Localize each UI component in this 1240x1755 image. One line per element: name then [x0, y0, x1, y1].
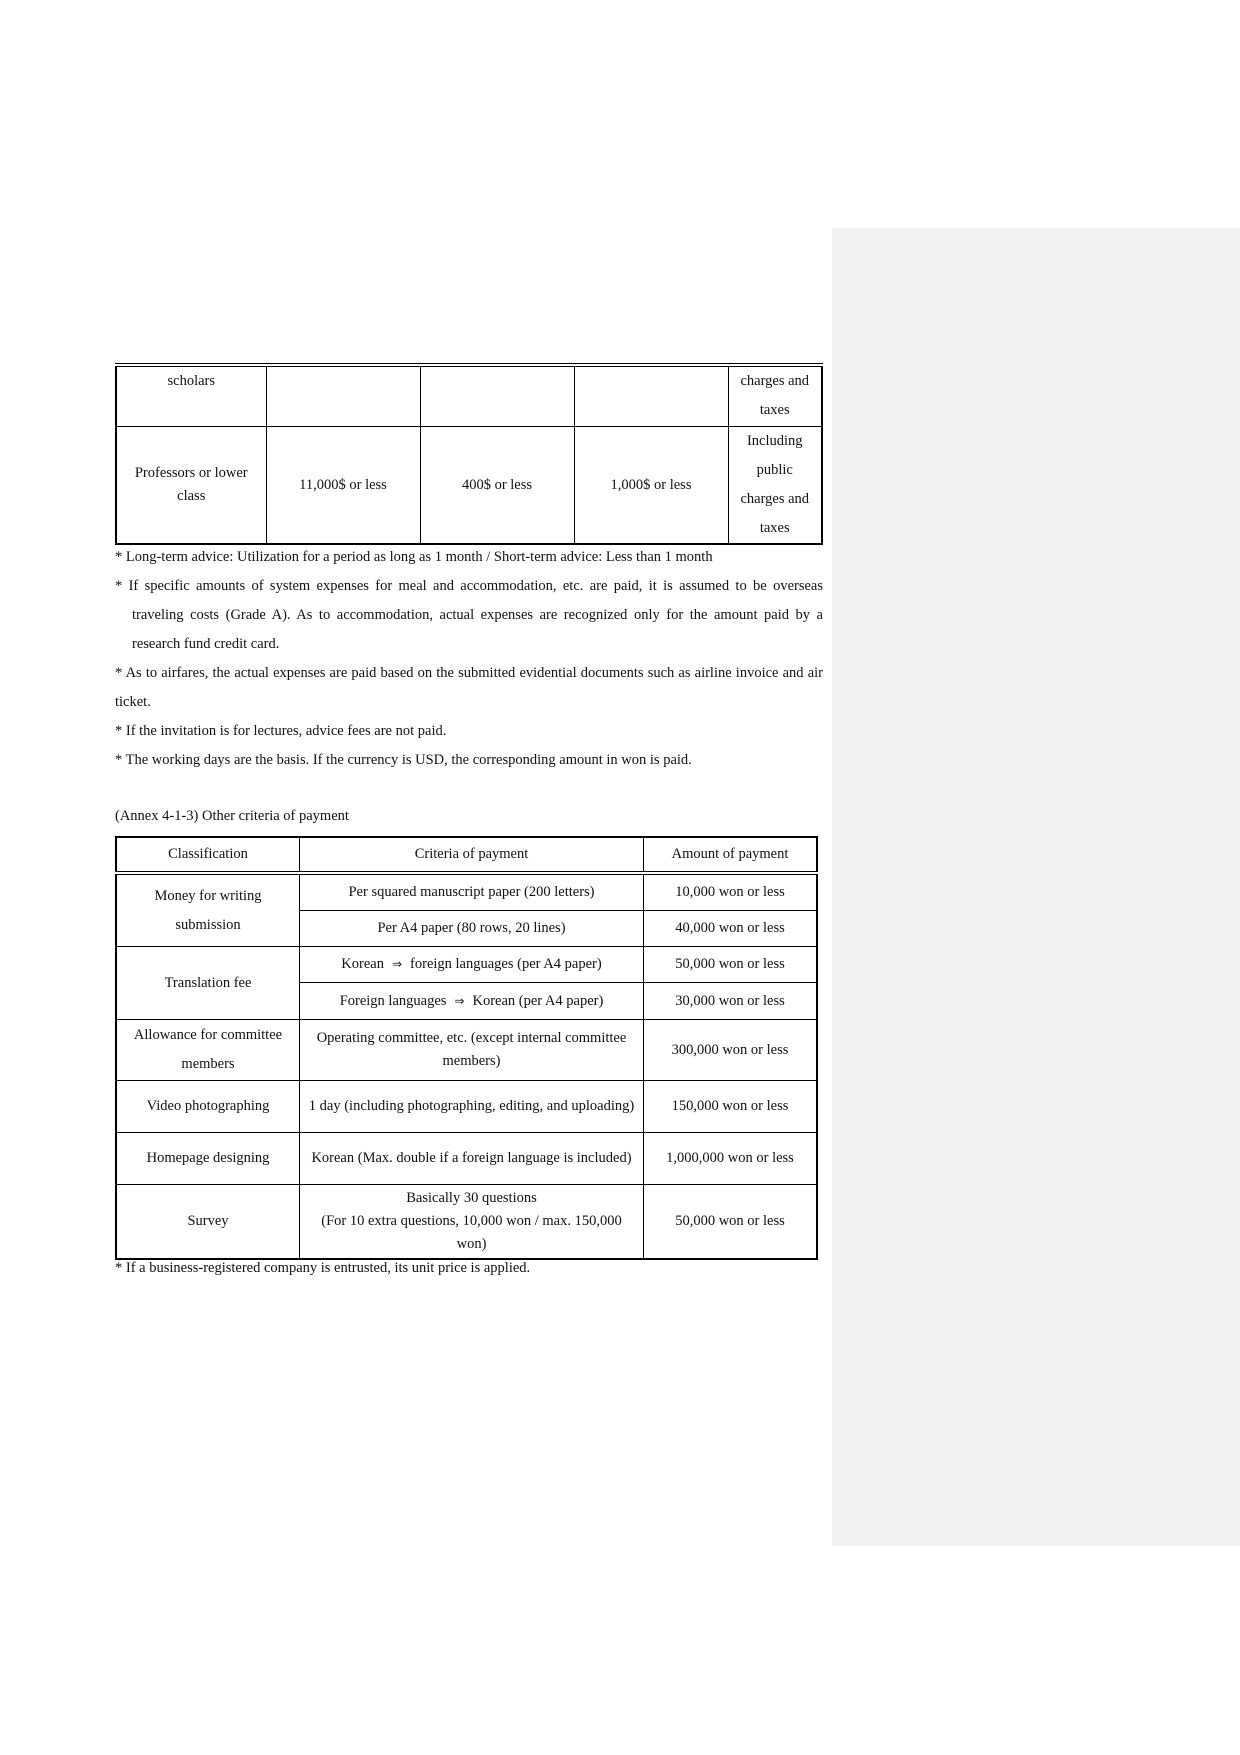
cell-line: charges and [740, 491, 810, 507]
table-cell-note [728, 427, 822, 545]
amount-cell: 150,000 won or less [643, 1081, 817, 1133]
cell-line: Including [746, 433, 803, 449]
header-criteria: Criteria of payment [300, 837, 644, 873]
table-row [116, 1020, 817, 1081]
table-cell-class [116, 427, 266, 545]
header-amount: Amount of payment [643, 837, 817, 873]
criteria-cell [300, 947, 644, 983]
cell-line: taxes [759, 520, 790, 536]
table-row [116, 947, 817, 983]
cell-line: Basically 30 questions [406, 1190, 537, 1206]
cell-line: (For 10 extra questions, 10,000 won / max. 150,000 won) [321, 1213, 622, 1252]
table-cell [266, 365, 420, 427]
classification-cell: Translation fee [116, 947, 300, 1020]
table-row [116, 1081, 817, 1133]
cell-line: charges and [740, 373, 810, 389]
cell-line: Professors or lower [134, 465, 248, 481]
classification-cell: Video photographing [116, 1081, 300, 1133]
classification-cell: Money for writing submission [116, 873, 300, 947]
table-cell-lecture: 1,000$ or less [574, 427, 728, 545]
header-classification: Classification [116, 837, 300, 873]
table-row [116, 1185, 817, 1260]
other-criteria-table [115, 836, 818, 1260]
notes-list [115, 543, 823, 775]
criteria-cell: Per A4 paper (80 rows, 20 lines) [300, 911, 644, 947]
table-cell-long-term: 11,000$ or less [266, 427, 420, 545]
arrow-right-icon: ⇒ [391, 957, 403, 971]
amount-cell: 300,000 won or less [643, 1020, 817, 1081]
amount-cell: 40,000 won or less [643, 911, 817, 947]
table-row [116, 1133, 817, 1185]
arrow-right-icon: ⇒ [454, 993, 465, 1008]
translation-to: foreign languages (per A4 paper) [410, 956, 602, 972]
amount-cell: 50,000 won or less [643, 947, 817, 983]
amount-cell: 1,000,000 won or less [643, 1133, 817, 1185]
table-row [116, 873, 817, 911]
annex-title: (Annex 4-1-3) Other criteria of payment [115, 808, 349, 824]
note: * Long-term advice: Utilization for a period as long as 1 month / Short-term advice: Less than 1 month [115, 549, 713, 565]
advice-fee-table-continued [115, 363, 823, 545]
note: * If the invitation is for lectures, advice fees are not paid. [115, 723, 447, 739]
table-cell [574, 365, 728, 427]
amount-cell: 30,000 won or less [643, 983, 817, 1020]
criteria-cell [300, 1185, 644, 1260]
criteria-cell: Operating committee, etc. (except internal committee members) [300, 1020, 644, 1081]
table-cell-short-term: 400$ or less [420, 427, 574, 545]
criteria-cell [300, 983, 644, 1020]
classification-cell: Allowance for committee members [116, 1020, 300, 1081]
cell-line: class [177, 488, 206, 504]
translation-from: Korean [341, 956, 384, 972]
cell-line: public [756, 462, 793, 478]
table-row [116, 427, 822, 545]
comment-pane [832, 228, 1240, 1546]
table-cell [420, 365, 574, 427]
table-cell-note [728, 365, 822, 427]
translation-to: Korean (per A4 paper) [472, 992, 604, 1009]
note: * The working days are the basis. If the currency is USD, the corresponding amount in won is paid. [115, 752, 692, 768]
cell-line: taxes [759, 402, 790, 418]
criteria-cell: 1 day (including photographing, editing, and uploading) [300, 1081, 644, 1133]
table-row [116, 365, 822, 427]
translation-from: Foreign languages [339, 992, 447, 1009]
table-cell-class: scholars [116, 365, 266, 427]
amount-cell: 10,000 won or less [643, 873, 817, 911]
table-header-row [116, 837, 817, 873]
amount-cell: 50,000 won or less [643, 1185, 817, 1260]
criteria-cell: Korean (Max. double if a foreign language is included) [300, 1133, 644, 1185]
footnote: * If a business-registered company is entrusted, its unit price is applied. [115, 1260, 531, 1276]
classification-cell: Survey [116, 1185, 300, 1260]
note: * As to airfares, the actual expenses are paid based on the submitted evidential documents such as airline invoice and air ticket. [115, 665, 823, 710]
classification-cell: Homepage designing [116, 1133, 300, 1185]
note: * If specific amounts of system expenses for meal and accommodation, etc. are paid, it is assumed to be overseas traveling costs (Grade A). As to accommodation, actual expenses are recognized only for the amount paid by a research fund credit card. [115, 578, 823, 652]
criteria-cell: Per squared manuscript paper (200 letters) [300, 873, 644, 911]
